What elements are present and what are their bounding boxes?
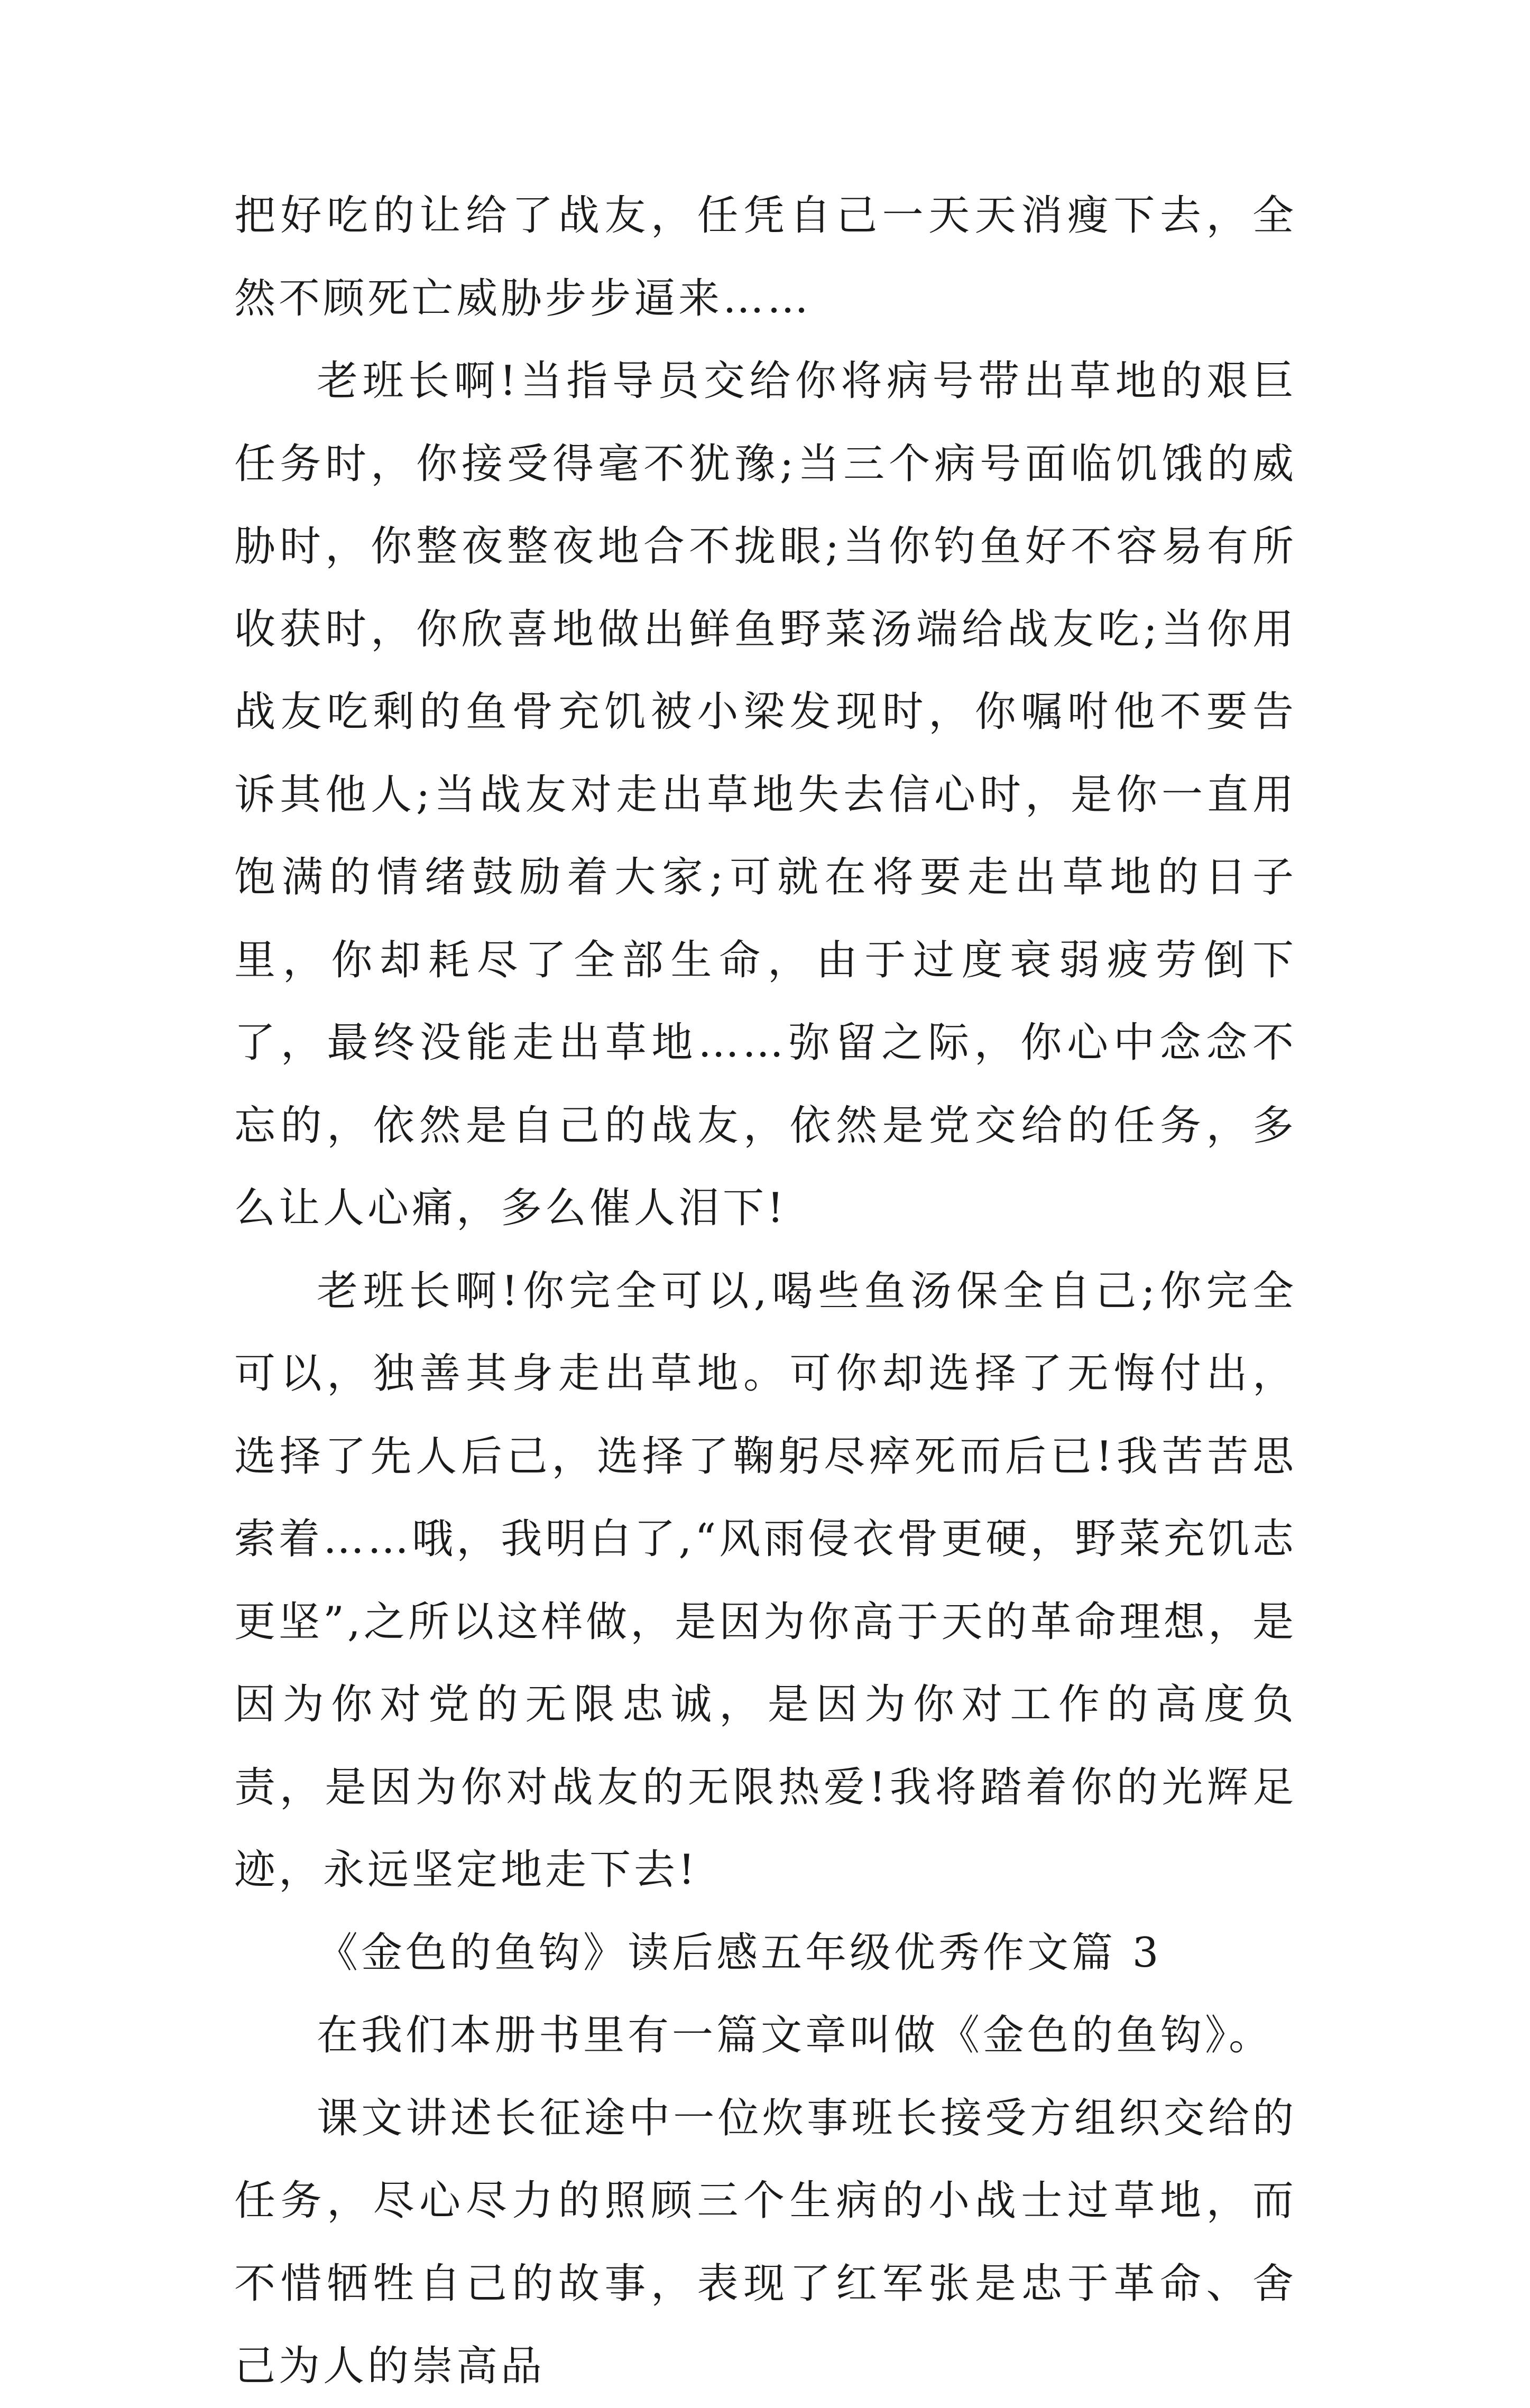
paragraph-continued: 把好吃的让给了战友，任凭自己一天天消瘦下去，全然不顾死亡威胁步步逼来…… [234, 192, 1297, 322]
paragraph-old-squad-leader-tasks: 老班长啊!当指导员交给你将病号带出草地的艰巨任务时，你接受得毫不犹豫;当三个病号面临饥饿的威胁时，你整夜整夜地合不拢眼;当你钓鱼好不容易有所收获时，你欣喜地做出鲜鱼野菜汤端给战友吃;当你用战友吃剩的鱼骨充饥被小梁发现时，你嘱咐他不要告诉其他人;当战友对走出草地失去信心时，是你一直用饱满的情绪鼓励着大家;可就在将要走出草地的日子里，你却耗尽了全部生命，由于过度衰弱疲劳倒下了，最终没能走出草地……弥留之际，你心中念念不忘的，依然是自己的战友，依然是党交给的任务，多么让人心痛，多么催人泪下! [234, 357, 1297, 1232]
document-body [234, 174, 1297, 2408]
paragraph-old-squad-leader-choice: 老班长啊!你完全可以,喝些鱼汤保全自己;你完全可以，独善其身走出草地。可你却选择了无悔付出，选择了先人后己，选择了鞠躬尽瘁死而后已!我苦苦思索着……哦，我明白了,“风雨侵衣骨更硬，野菜充饥志更坚”,之所以这样做，是因为你高于天的革命理想，是因为你对党的无限忠诚，是因为你对工作的高度负责，是因为你对战友的无限热爱!我将踏着你的光辉足迹，永远坚定地走下去! [234, 1267, 1297, 1894]
section-heading: 《金色的鱼钩》读后感五年级优秀作文篇 3 [317, 1929, 1162, 1977]
paragraph-summary: 课文讲述长征途中一位炊事班长接受方组织交给的任务，尽心尽力的照顾三个生病的小战士过草地，而不惜牺牲自己的故事，表现了红军张是忠于革命、舍己为人的崇高品 [234, 2094, 1297, 2390]
paragraph-intro: 在我们本册书里有一篇文章叫做《金色的鱼钩》。 [317, 2012, 1274, 2059]
